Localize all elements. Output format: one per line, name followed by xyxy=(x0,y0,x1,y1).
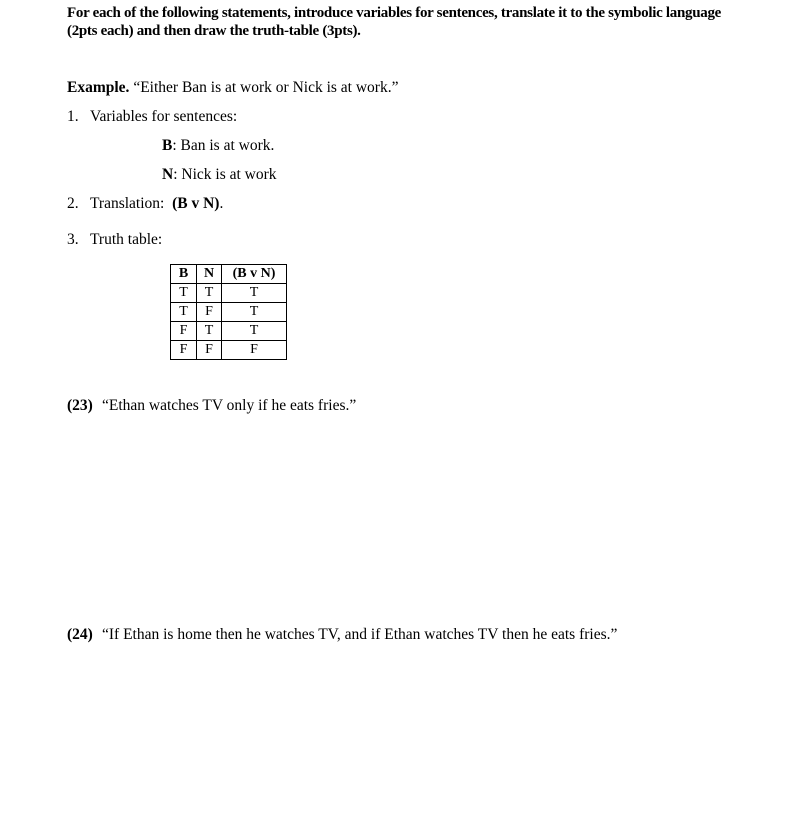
variable-b-key: B xyxy=(162,137,173,154)
variable-b-text: : Ban is at work. xyxy=(172,137,275,154)
step-3-text: Truth table: xyxy=(90,231,163,248)
problem-23 xyxy=(67,397,357,415)
problem-23-text: “Ethan watches TV only if he eats fries.” xyxy=(102,397,357,414)
table-row xyxy=(171,284,287,303)
table-row xyxy=(171,341,287,360)
table-cell: T xyxy=(171,303,197,322)
step-2-formula: (B v N) xyxy=(172,195,220,212)
step-2-content xyxy=(90,195,223,213)
step-3-number: 3. xyxy=(67,231,79,248)
example-quote: “Either Ban is at work or Nick is at work.” xyxy=(133,79,399,96)
table-cell: T xyxy=(222,284,287,303)
table-row xyxy=(171,303,287,322)
variable-n-key: N xyxy=(162,166,174,183)
table-cell: T xyxy=(222,322,287,341)
example-label: Example. xyxy=(67,79,130,96)
step-1 xyxy=(67,108,238,126)
variable-n xyxy=(162,166,277,184)
table-cell: F xyxy=(171,322,197,341)
table-cell: F xyxy=(197,341,222,360)
variable-b xyxy=(162,137,274,155)
table-row xyxy=(171,322,287,341)
variable-n-text: : Nick is at work xyxy=(173,166,277,183)
table-cell: F xyxy=(222,341,287,360)
table-cell: T xyxy=(171,284,197,303)
truth-table-header-row xyxy=(171,265,287,284)
problem-23-number: (23) xyxy=(67,397,93,414)
step-2 xyxy=(67,195,224,213)
step-1-text: Variables for sentences: xyxy=(90,108,238,125)
step-1-number: 1. xyxy=(67,108,79,125)
example-line xyxy=(67,79,398,97)
truth-table xyxy=(170,264,287,360)
step-3 xyxy=(67,231,163,249)
step-2-tail: . xyxy=(219,195,224,212)
table-cell: F xyxy=(171,341,197,360)
header-n: N xyxy=(197,265,222,284)
table-cell: T xyxy=(197,322,222,341)
header-b: B xyxy=(171,265,197,284)
instructions: For each of the following statements, introduce variables for sentences, translate it to the symbolic language (2pts each) and then draw the truth-table (3pts). xyxy=(67,5,722,39)
table-cell: T xyxy=(197,284,222,303)
step-2-number: 2. xyxy=(67,195,79,212)
header-b-or-n: (B v N) xyxy=(222,265,287,284)
table-cell: F xyxy=(197,303,222,322)
step-2-text: Translation: xyxy=(90,195,165,212)
problem-24-text: “If Ethan is home then he watches TV, and if Ethan watches TV then he eats fries.” xyxy=(102,626,618,643)
table-cell: T xyxy=(222,303,287,322)
problem-24 xyxy=(67,626,618,644)
problem-24-number: (24) xyxy=(67,626,93,643)
